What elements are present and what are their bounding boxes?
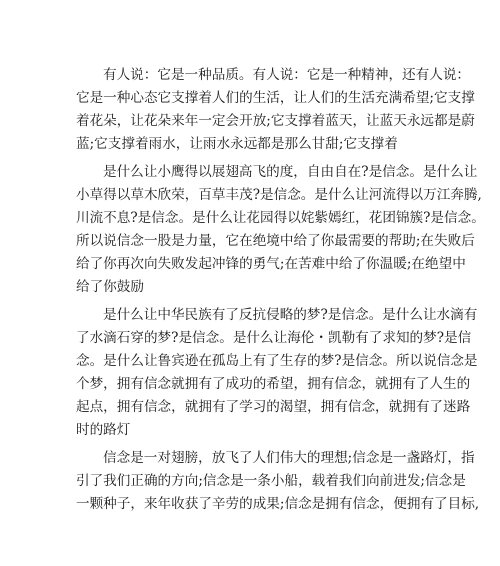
text-line: 引了我们正确的方向;信念是一条小船，载着我们向前进发;信念是 [76,473,466,489]
text-line: 是什么让中华民族有了反抗侵略的梦?是信念。是什么让水滴有 [103,307,478,323]
text-line: 它是一种心态它支撑着人们的生活，让人们的生活充满希望;它支撑 [76,90,475,106]
paragraph-2 [76,161,485,299]
paragraph-4 [76,447,480,516]
text-line: 蓝;它支撑着雨水，让雨水永远都是那么甘甜;它支撑着 [76,136,398,152]
text-line: 川流不息?是信念。是什么让花园得以姹紫嫣红，花团锦簇?是信念。 [76,210,485,226]
text-line: 有人说：它是一种品质。有人说：它是一种精神，还有人说： [103,67,471,83]
text-line: 念。是什么让鲁宾逊在孤岛上有了生存的梦?是信念。所以说信念是 [76,353,478,369]
document-body [76,64,485,516]
paragraph-3 [76,304,478,442]
text-line: 小草得以草木欣荣，百草丰茂?是信念。是什么让河流得以万江奔腾, [76,187,482,203]
text-line: 起点，拥有信念，就拥有了学习的渴望，拥有信念，就拥有了迷路 [76,399,471,415]
text-line: 信念是一对翅膀，放飞了人们伟大的理想;信念是一盏路灯，指 [103,450,475,466]
text-line: 给了你鼓励 [76,279,144,295]
text-line: 时的路灯 [76,422,131,438]
text-line: 是什么让小鹰得以展翅高飞的度，自由自在?是信念。是什么让 [103,164,478,180]
text-line: 着花朵，让花朵来年一定会开放;它支撑着蓝天，让蓝天永远都是蔚 [76,113,475,129]
paragraph-1 [76,64,475,156]
text-line: 了水滴石穿的梦?是信念。是什么让海伦・凯勒有了求知的梦?是信 [76,330,472,346]
text-line: 个梦，拥有信念就拥有了成功的希望，拥有信念，就拥有了人生的 [76,376,471,392]
page-bottom-fade [0,544,500,566]
text-line: 一颗种子，来年收获了辛劳的成果;信念是拥有信念，便拥有了目标, [76,496,480,512]
text-line: 所以说信念一股是力量，它在绝境中给了你最需要的帮助;在失败后 [76,233,475,249]
text-line: 给了你再次向失败发起冲锋的勇气;在苦难中给了你温暖;在绝望中 [76,256,466,272]
